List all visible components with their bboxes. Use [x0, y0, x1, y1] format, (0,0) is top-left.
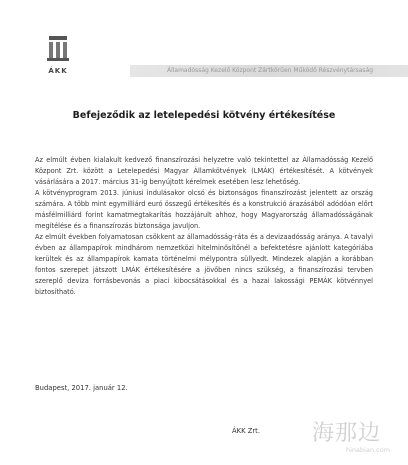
watermark-main: 海那边	[312, 421, 382, 446]
signature-org: ÁKK Zrt.	[232, 427, 261, 435]
watermark-sub: hinabian.com	[346, 446, 391, 454]
document-header	[30, 30, 390, 86]
document-title: Befejeződik az letelepedési kötvény értékesítése	[72, 110, 336, 121]
paragraph-2: A kötvényprogram 2013. júniusi indulásakor olcsó és biztonságos finanszírozást jelentett az ország számára. A több mint egymilliárd euró összegű értékesítés és a konstrukció árazásából adódóan előrt másfélmilliárd forint kamatmegtakarítás hozzájárult ahhoz, hogy Magyarország államadósságának megítélése és a finanszírozás biztonsága javuljon.	[35, 189, 373, 230]
place-date: Budapest, 2017. január 12.	[35, 384, 128, 392]
paragraph-3: Az elmúlt években folyamatosan csökkent az államadósság-ráta és a devizaadósság aránya. A tavalyi évben az állampapírok mindhárom nemzetközi hitelminősítőnél a befektetésre ajánlott kategóriába kerültek és az állampapírok kamata történelmi mélypontra süllyedt. Mindezek alapján a korábban fontos szerepet játszott LMÁK értékesítésére a jövőben nincs szükség, a finanszírozási tervben szereplő deviza forrásbevonás a piaci kibocsátásokkal és a hazai lakossági PEMÁK kötvénnyel biztosítható.	[35, 233, 373, 296]
document-body	[35, 155, 373, 298]
paragraph-1: Az elmúlt évben kialakult kedvező finanszírozási helyzetre való tekintettel az Államadósság Kezelő Központ Zrt. között a Letelepedési Magyar Államkötvények (LMÁK) értékesítését. A kötvények vásárlására a 2017. március 31-ig benyújtott kérelmek esetében lesz lehetőség.	[35, 156, 373, 186]
logo-text: ÁKK	[48, 67, 68, 75]
organization-banner: Államadósság Kezelő Központ Zártkörűen Működő Részvénytársaság	[130, 65, 408, 77]
watermark	[312, 422, 404, 460]
crest-icon	[45, 34, 71, 62]
akk-logo	[38, 34, 78, 84]
